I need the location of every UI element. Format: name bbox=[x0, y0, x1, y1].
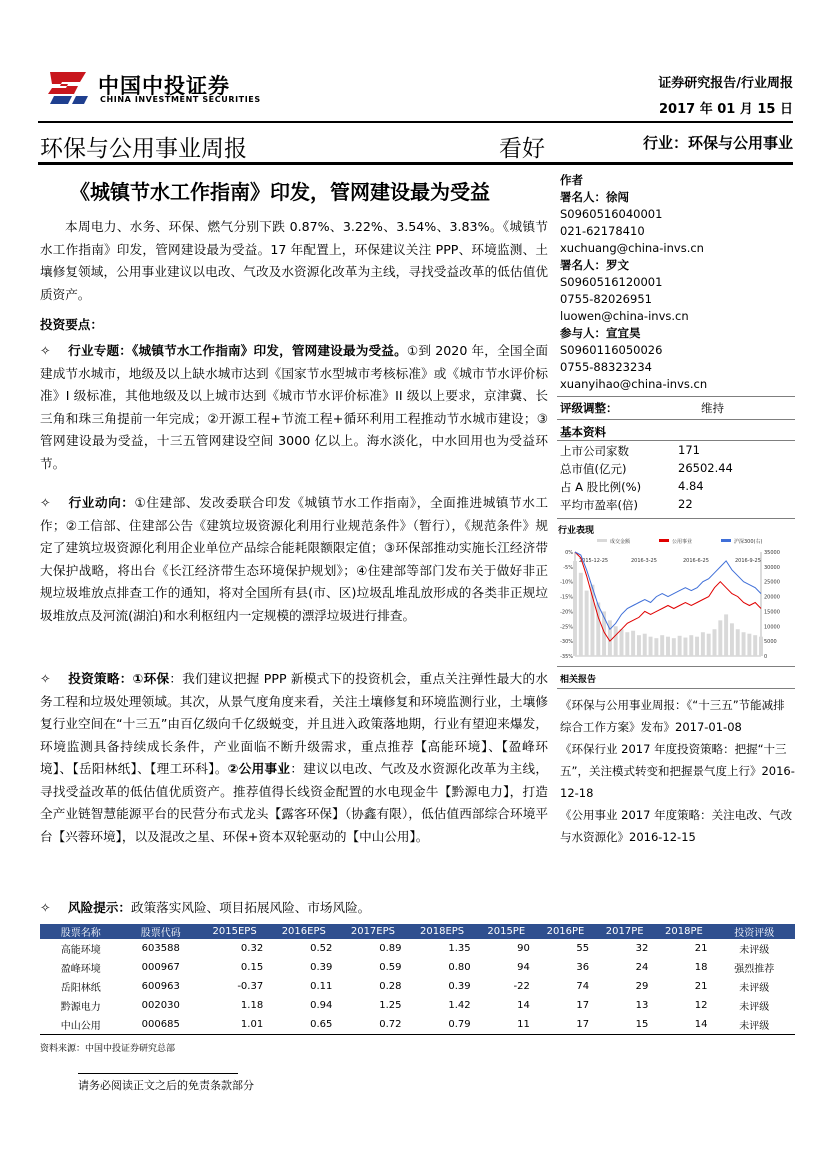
chart-x-tick-label: 2015-12-25 bbox=[579, 558, 609, 564]
table-header-row bbox=[40, 924, 795, 939]
title-row bbox=[38, 126, 793, 162]
table-cell: 未评级 bbox=[739, 945, 770, 956]
chart-tick-label: -25% bbox=[560, 624, 573, 631]
table-cell: 600963 bbox=[141, 981, 180, 992]
related-list bbox=[560, 694, 795, 848]
table-header: 股票代码 bbox=[121, 924, 200, 939]
chart-volume-bar bbox=[742, 632, 746, 656]
chart-volume-bar bbox=[713, 629, 717, 656]
table-cell: 36 bbox=[576, 962, 590, 973]
chart-volume-bar bbox=[695, 637, 699, 656]
table-cell: 盈峰环境 bbox=[60, 964, 101, 975]
section-strategy bbox=[40, 668, 548, 848]
author-email[interactable]: xuchuang@china-invs.cn bbox=[560, 241, 704, 255]
chart-legend-label: 公用事业 bbox=[672, 539, 693, 545]
author-cert: S0960516120001 bbox=[560, 275, 663, 289]
logo-mark-icon bbox=[44, 68, 92, 108]
chart-volume-bar bbox=[620, 629, 624, 656]
table-cell: 17 bbox=[536, 1015, 595, 1034]
author-role: 署名人：徐闯 bbox=[560, 190, 629, 204]
table-cell: 12 bbox=[694, 1000, 708, 1011]
table-cell: 未评级 bbox=[739, 1002, 770, 1013]
author-phone: 0755-88323234 bbox=[560, 360, 652, 374]
table-cell: 29 bbox=[635, 981, 649, 992]
table-row bbox=[40, 958, 795, 977]
section-lead: 行业动向： bbox=[68, 495, 135, 510]
chart-volume-bar bbox=[707, 634, 711, 656]
report-type: 证券研究报告/行业周报 bbox=[658, 76, 793, 91]
table-cell: 0.28 bbox=[379, 981, 402, 992]
table-cell: 0.79 bbox=[408, 1015, 477, 1034]
table-cell: 603588 bbox=[141, 943, 180, 954]
sidebar-divider bbox=[557, 688, 795, 689]
author-list bbox=[560, 189, 707, 393]
valuation-table bbox=[40, 924, 795, 1035]
chart-legend-label: 成交金额 bbox=[610, 539, 631, 545]
chart-volume-bar bbox=[654, 638, 658, 656]
perf-title: 行业表现 bbox=[558, 526, 595, 536]
rating-label: 评级调整： bbox=[560, 401, 618, 415]
chart-volume-bar bbox=[753, 635, 757, 656]
footer-divider bbox=[78, 1073, 238, 1074]
table-cell: 17 bbox=[576, 1000, 590, 1011]
chart-volume-bar bbox=[579, 573, 583, 656]
section-text: ①住建部、发改委联合印发《城镇节水工作指南》，全面推进城镇节水工作；②工信部、住建部公告《建筑垃圾资源化利用行业规范条件》（暂行），《规范条件》规定了建筑垃圾资源化利用企业单位产品综合能耗限额限定值；③环保部推动实施长江经济带大保护战略，将出台《长江经济带生态环境保护规划》；④住建部等部门发布关于做好非正规垃圾堆放点排查工作的通知，将对全国所有县(市、区)垃圾乱堆乱放形成的各类非正规垃圾堆放点及河流(湖泊)和水利枢纽内一定规模的漂浮垃圾进行排查。 bbox=[40, 495, 548, 623]
table-cell: 1.42 bbox=[448, 1000, 471, 1011]
chart-tick-label: -15% bbox=[560, 594, 573, 601]
table-row bbox=[40, 1015, 795, 1034]
data-source: 资料来源：中国中投证券研究总部 bbox=[40, 1044, 176, 1054]
table-row bbox=[40, 996, 795, 1015]
chart-tick-label: 5000 bbox=[764, 639, 777, 646]
performance-chart bbox=[557, 536, 795, 664]
footer-disclaimer: 请务必阅读正文之后的免责条款部分 bbox=[78, 1079, 254, 1092]
table-cell: 90 bbox=[517, 943, 530, 954]
bullet-icon: ✧ bbox=[40, 495, 51, 510]
sidebar-divider bbox=[557, 666, 795, 667]
chart-volume-bar bbox=[683, 638, 687, 656]
section-text: ：我们建议把握 PPP 新模式下的投资机会，重点关注弹性最大的水务工程和垃圾处理领域。其次，从景气度角度来看，关注土壤修复和环境监测行业，土壤修复行业空间在“十三五”由百亿级向千亿级蜕变，并且进入政策落地期，行业有望迎来爆发，环境监测具备持续成长条件，产业面临不断升级需求，重点推荐【高能环境】、【盈峰环境】、【岳阳林纸】、【理工环科】。 bbox=[40, 671, 549, 776]
title-divider bbox=[38, 162, 793, 165]
related-item[interactable]: 《公用事业 2017 年度策略：关注电改、气改与水资源化》2016-12-15 bbox=[560, 808, 793, 844]
table-cell: 55 bbox=[576, 943, 590, 954]
section-text: ：建议以电改、气改及水资源化改革为主线，寻找受益改革的低估值优质资产。推荐值得长线资金配置的水电现金牛【黔源电力】，打造全产业链智慧能源平台的民营分布式龙头【露客环保】（协鑫有限），低估值西部综合环境平台【兴蓉环境】，以及混改之星、环保+资本双轮驱动的【中山公用】。 bbox=[40, 761, 548, 844]
chart-volume-bar bbox=[730, 623, 734, 656]
chart-tick-label: 25000 bbox=[764, 579, 780, 586]
table-cell: 13 bbox=[635, 1000, 649, 1011]
author-title: 作者 bbox=[560, 173, 583, 187]
table-cell: 1.25 bbox=[379, 1000, 402, 1011]
basic-value: 22 bbox=[678, 497, 693, 511]
table-cell: 15 bbox=[595, 1015, 654, 1034]
chart-tick-label: 20000 bbox=[764, 594, 780, 601]
author-cert: S0960116050026 bbox=[560, 343, 663, 357]
table-row bbox=[40, 939, 795, 958]
basic-label: 总市值(亿元) bbox=[560, 462, 627, 476]
author-role: 参与人：宣宜昊 bbox=[560, 326, 641, 340]
chart-volume-bar bbox=[678, 636, 682, 656]
table-cell: 11 bbox=[477, 1015, 536, 1034]
header-divider bbox=[38, 121, 793, 123]
chart-volume-bar bbox=[689, 635, 693, 656]
chart-tick-label: 30000 bbox=[764, 564, 780, 571]
risk-text: 政策落实风险、项目拓展风险、市场风险。 bbox=[130, 900, 371, 915]
chart-tick-label: -35% bbox=[560, 654, 573, 660]
table-cell: 21 bbox=[694, 943, 708, 954]
table-cell: 0.52 bbox=[310, 943, 333, 954]
brand-name-en: CHINA INVESTMENT SECURITIES bbox=[100, 95, 261, 104]
brand-name-cn: 中国中投证券 bbox=[98, 74, 230, 98]
bullet-icon: ✧ bbox=[40, 900, 51, 915]
table-cell: 未评级 bbox=[714, 1015, 795, 1034]
table-cell: 0.65 bbox=[269, 1015, 338, 1034]
table-cell: 000967 bbox=[141, 962, 180, 973]
chart-legend-swatch bbox=[721, 539, 731, 542]
chart-tick-label: 15000 bbox=[764, 609, 780, 616]
sidebar-divider bbox=[557, 518, 795, 519]
table-header: 2015PE bbox=[477, 924, 536, 939]
author-phone: 0755-82026951 bbox=[560, 292, 652, 306]
table-cell: 14 bbox=[517, 1000, 530, 1011]
chart-legend-swatch bbox=[597, 539, 607, 542]
basic-info-title: 基本资料 bbox=[560, 425, 606, 439]
chart-tick-label: 35000 bbox=[764, 550, 780, 556]
author-email[interactable]: xuanyihao@china-invs.cn bbox=[560, 377, 708, 391]
table-cell: 0.11 bbox=[310, 981, 333, 992]
chart-tick-label: 0% bbox=[565, 550, 573, 556]
chart-volume-bar bbox=[625, 632, 629, 656]
headline: 《城镇节水工作指南》印发，管网建设最为受益 bbox=[70, 180, 490, 204]
table-cell: 14 bbox=[654, 1015, 713, 1034]
table-cell: 21 bbox=[694, 981, 708, 992]
rating-value: 维持 bbox=[701, 401, 724, 415]
chart-volume-bar bbox=[672, 638, 676, 656]
weekly-title: 环保与公用事业周报 bbox=[40, 136, 247, 162]
chart-tick-label: 10000 bbox=[764, 624, 780, 631]
bullet-icon: ✧ bbox=[40, 343, 51, 358]
chart-volume-bar bbox=[701, 632, 705, 656]
risk-lead: 风险提示： bbox=[68, 900, 131, 915]
chart-tick-label: -20% bbox=[560, 609, 573, 616]
table-row bbox=[40, 977, 795, 996]
section-lead: 行业专题：《城镇节水工作指南》印发，管网建设最为受益。 bbox=[68, 343, 407, 358]
industry-rating: 看好 bbox=[499, 136, 545, 162]
table-cell: 0.94 bbox=[310, 1000, 333, 1011]
table-cell: 0.59 bbox=[379, 962, 402, 973]
chart-x-tick-label: 2016-6-25 bbox=[683, 558, 709, 564]
chart-x-tick-label: 2016-9-25 bbox=[735, 558, 761, 564]
table-cell: 0.32 bbox=[240, 943, 264, 954]
basic-value: 26502.44 bbox=[678, 461, 733, 475]
table-cell: 74 bbox=[576, 981, 590, 992]
table-cell: 18 bbox=[694, 962, 708, 973]
chart-tick-label: -5% bbox=[563, 564, 573, 571]
chart-volume-bar bbox=[649, 637, 653, 656]
chart-volume-bar bbox=[643, 634, 647, 656]
chart-volume-bar bbox=[666, 637, 670, 656]
chart-volume-bar bbox=[747, 634, 751, 656]
table-cell: 0.89 bbox=[379, 943, 402, 954]
chart-volume-bar bbox=[637, 635, 641, 656]
section-text: ①到 2020 年，全国全面建成节水城市，地级及以上缺水城市达到《国家节水型城市考核标准》或《城市节水评价标准》I 级标准，其他地级及以上城市达到《城市节水评价标准》II 级以上要求，京津冀、长三角和珠三角提前一年完成；②开源工程+节流工程+循环利用工程推动节水城市建设；③管网建设最为受益，十三五管网建设空间 3000 亿以上。海水淡化，中水回用也为受益环节。 bbox=[40, 343, 548, 471]
table-header: 2016PE bbox=[536, 924, 595, 939]
table-cell: 0.15 bbox=[240, 962, 264, 973]
chart-tick-label: 0 bbox=[764, 654, 768, 660]
table-cell: -0.37 bbox=[237, 981, 264, 992]
related-item[interactable]: 《环保行业 2017 年度投资策略：把握“十三五”，关注模式转变和把握景气度上行》2016-12-18 bbox=[560, 742, 795, 800]
chart-volume-bar bbox=[631, 631, 635, 656]
chart-legend-swatch bbox=[659, 539, 669, 542]
points-title: 投资要点： bbox=[40, 317, 103, 332]
author-role: 署名人：罗文 bbox=[560, 258, 629, 272]
chart-volume-bar bbox=[660, 635, 664, 656]
table-cell: 高能环境 bbox=[60, 945, 101, 956]
basic-value: 4.84 bbox=[678, 479, 704, 493]
table-cell: 0.80 bbox=[448, 962, 471, 973]
sidebar-divider bbox=[557, 419, 795, 420]
table-cell: 岳阳林纸 bbox=[60, 983, 101, 994]
chart-legend-label: 沪深300(右) bbox=[734, 539, 763, 545]
related-title: 相关报告 bbox=[560, 675, 597, 685]
risk-note bbox=[40, 897, 370, 916]
basic-info-row bbox=[560, 479, 704, 495]
table-header: 2018PE bbox=[654, 924, 713, 939]
table-header: 2017PE bbox=[595, 924, 654, 939]
table-cell: 32 bbox=[635, 943, 649, 954]
table-cell: 1.35 bbox=[448, 943, 471, 954]
table-cell: 000685 bbox=[121, 1015, 200, 1034]
author-cert: S0960516040001 bbox=[560, 207, 663, 221]
section-trends bbox=[40, 492, 548, 627]
intro-paragraph: 本周电力、水务、环保、燃气分别下跌 0.87%、3.22%、3.54%、3.83%。《城镇节水工作指南》印发，管网建设最为受益。17 年配置上，环保建议关注 PPP、环境监测、土壤修复领域，公用事业建议以电改、气改及水资源化改革为主线，寻找受益改革的低估值优质资产。 bbox=[40, 219, 548, 302]
chart-volume-bar bbox=[724, 614, 728, 656]
table-cell: 1.18 bbox=[240, 1000, 264, 1011]
chart-volume-bar bbox=[718, 620, 722, 656]
table-header: 2016EPS bbox=[269, 924, 338, 939]
sidebar-divider bbox=[557, 440, 795, 441]
table-cell: 1.01 bbox=[200, 1015, 269, 1034]
report-date: 2017 年 01 月 15 日 bbox=[659, 102, 793, 117]
table-header: 2017EPS bbox=[338, 924, 407, 939]
basic-info-row bbox=[560, 443, 700, 459]
table-cell: 0.39 bbox=[448, 981, 471, 992]
table-header: 投资评级 bbox=[714, 924, 795, 939]
basic-value: 171 bbox=[678, 443, 700, 457]
sidebar-divider bbox=[557, 396, 795, 397]
chart-volume-bar bbox=[614, 626, 618, 656]
table-cell: -22 bbox=[513, 981, 530, 992]
chart-volume-bar bbox=[736, 629, 740, 656]
section-lead: 投资策略： bbox=[68, 671, 133, 686]
chart-volume-bar bbox=[585, 591, 589, 656]
author-email[interactable]: luowen@china-invs.cn bbox=[560, 309, 689, 323]
related-item[interactable]: 《环保与公用事业周报：《“十三五”节能减排综合工作方案》发布》2017-01-08 bbox=[560, 698, 785, 734]
chart-x-tick-label: 2016-3-25 bbox=[631, 558, 657, 564]
section-sublead: ②公用事业 bbox=[227, 761, 291, 776]
chart-tick-label: -30% bbox=[560, 639, 573, 646]
table-header: 2015EPS bbox=[200, 924, 269, 939]
chart-volume-bar bbox=[573, 561, 577, 656]
basic-info-row bbox=[560, 497, 693, 513]
table-cell: 未评级 bbox=[739, 983, 770, 994]
basic-label: 平均市盈率(倍) bbox=[560, 498, 638, 512]
table-cell: 0.39 bbox=[310, 962, 333, 973]
section-sublead: ①环保 bbox=[132, 671, 170, 686]
bullet-icon: ✧ bbox=[40, 671, 51, 686]
section-topic bbox=[40, 340, 548, 475]
table-cell: 24 bbox=[635, 962, 649, 973]
table-cell: 0.72 bbox=[338, 1015, 407, 1034]
industry-label: 行业：环保与公用事业 bbox=[642, 134, 793, 152]
chart-volume-bar bbox=[759, 637, 763, 656]
table-cell: 中山公用 bbox=[40, 1015, 121, 1034]
author-phone: 021-62178410 bbox=[560, 224, 645, 238]
brand-logo bbox=[44, 68, 261, 110]
table-header: 股票名称 bbox=[40, 924, 121, 939]
table-cell: 94 bbox=[517, 962, 530, 973]
basic-label: 上市公司家数 bbox=[560, 444, 629, 458]
basic-label: 占 A 股比例(%) bbox=[560, 480, 642, 494]
table-cell: 强烈推荐 bbox=[734, 964, 775, 975]
table-cell: 002030 bbox=[141, 1000, 180, 1011]
table-cell: 黔源电力 bbox=[60, 1002, 101, 1013]
table-header: 2018EPS bbox=[408, 924, 477, 939]
author-block bbox=[560, 172, 707, 393]
chart-tick-label: -10% bbox=[560, 579, 573, 586]
basic-info-row bbox=[560, 461, 733, 477]
